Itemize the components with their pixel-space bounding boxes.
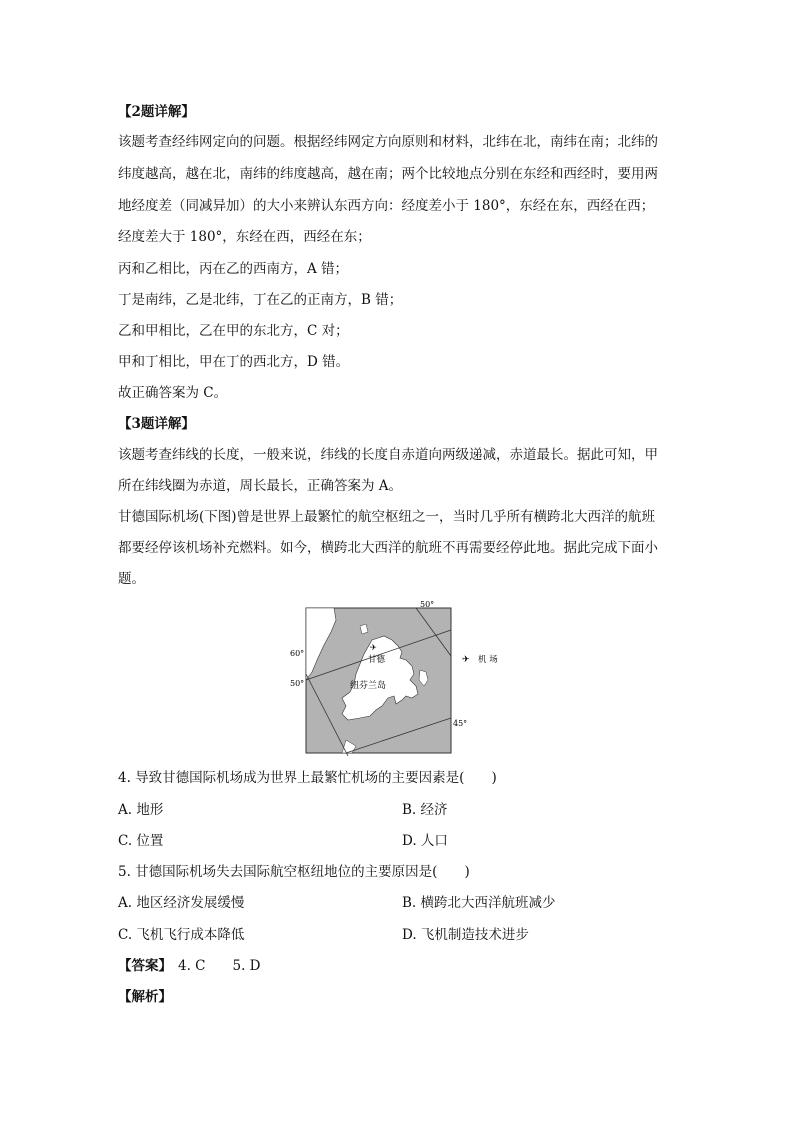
material-line: 甘德国际机场(下图)曾是世界上最繁忙的航空枢纽之一，当时几乎所有横跨北大西洋的航班 bbox=[118, 509, 656, 525]
section3-line: 该题考查纬线的长度，一般来说，纬线的长度自赤道向两级递减，赤道最长。据此可知，甲 bbox=[118, 447, 658, 463]
section3-line: 所在纬线圈为赤道，周长最长，正确答案为 A。 bbox=[118, 478, 403, 494]
question-option: D. 飞机制造技术进步 bbox=[402, 927, 529, 943]
map-label-gander: 甘德 bbox=[368, 655, 386, 665]
question-option: C. 飞机飞行成本降低 bbox=[118, 927, 245, 943]
section2-line: 丙和乙相比，丙在乙的西南方，A 错； bbox=[118, 261, 349, 277]
section2-line: 纬度越高，越在北，南纬的纬度越高，越在南；两个比较地点分别在东经和西经时，要用两 bbox=[118, 166, 658, 182]
question-option: D. 人口 bbox=[402, 833, 448, 849]
section2-line: 地经度差（同减异加）的大小来辨认东西方向：经度差小于 180°，东经在东，西经在西； bbox=[118, 198, 655, 214]
material-line: 都要经停该机场补充燃料。如今，横跨北大西洋的航班不再需要经停此地。据此完成下面小 bbox=[118, 540, 658, 556]
section2-line: 乙和甲相比，乙在甲的东北方，C 对； bbox=[118, 323, 349, 339]
section3-heading: 【3题详解】 bbox=[118, 416, 195, 432]
answer-text: 4. C 5. D bbox=[178, 958, 261, 974]
map-label-lat60: 60° bbox=[290, 649, 305, 658]
section2-line: 故正确答案为 C。 bbox=[118, 385, 228, 401]
analysis-label: 【解析】 bbox=[118, 989, 172, 1005]
legend-airport-label: 机 场 bbox=[478, 655, 498, 665]
section2-line: 丁是南纬，乙是北纬，丁在乙的正南方，B 错； bbox=[118, 292, 403, 308]
section2-line: 甲和丁相比，甲在丁的西北方，D 错。 bbox=[118, 354, 350, 370]
question-option: A. 地区经济发展缓慢 bbox=[118, 895, 245, 911]
section2-line: 经度差大于 180°，东经在西，西经在东； bbox=[118, 229, 371, 245]
question-option: C. 位置 bbox=[118, 833, 164, 849]
map-label-newfoundland: 纽芬兰岛 bbox=[350, 681, 387, 691]
question-stem: 4. 导致甘德国际机场成为世界上最繁忙机场的主要因素是( ) bbox=[118, 770, 497, 786]
section2-heading: 【2题详解】 bbox=[118, 104, 195, 120]
gander-map bbox=[276, 600, 516, 756]
material-line: 题。 bbox=[118, 571, 145, 587]
question-option: A. 地形 bbox=[118, 802, 164, 818]
map-label-lon50: 50° bbox=[420, 600, 435, 609]
map-label-lat50: 50° bbox=[290, 679, 305, 688]
answer-label: 【答案】 bbox=[118, 958, 172, 974]
question-option: B. 横跨北大西洋航班减少 bbox=[402, 895, 556, 911]
airport-icon: ✈ bbox=[370, 643, 377, 652]
question-stem: 5. 甘德国际机场失去国际航空枢纽地位的主要原因是( ) bbox=[118, 864, 470, 880]
map-label-lat45: 45° bbox=[453, 719, 468, 728]
section2-line: 该题考查经纬网定向的问题。根据经纬网定方向原则和材料，北纬在北，南纬在南；北纬的 bbox=[118, 134, 658, 150]
question-option: B. 经济 bbox=[402, 802, 448, 818]
legend-airport-icon: ✈ bbox=[462, 655, 470, 665]
